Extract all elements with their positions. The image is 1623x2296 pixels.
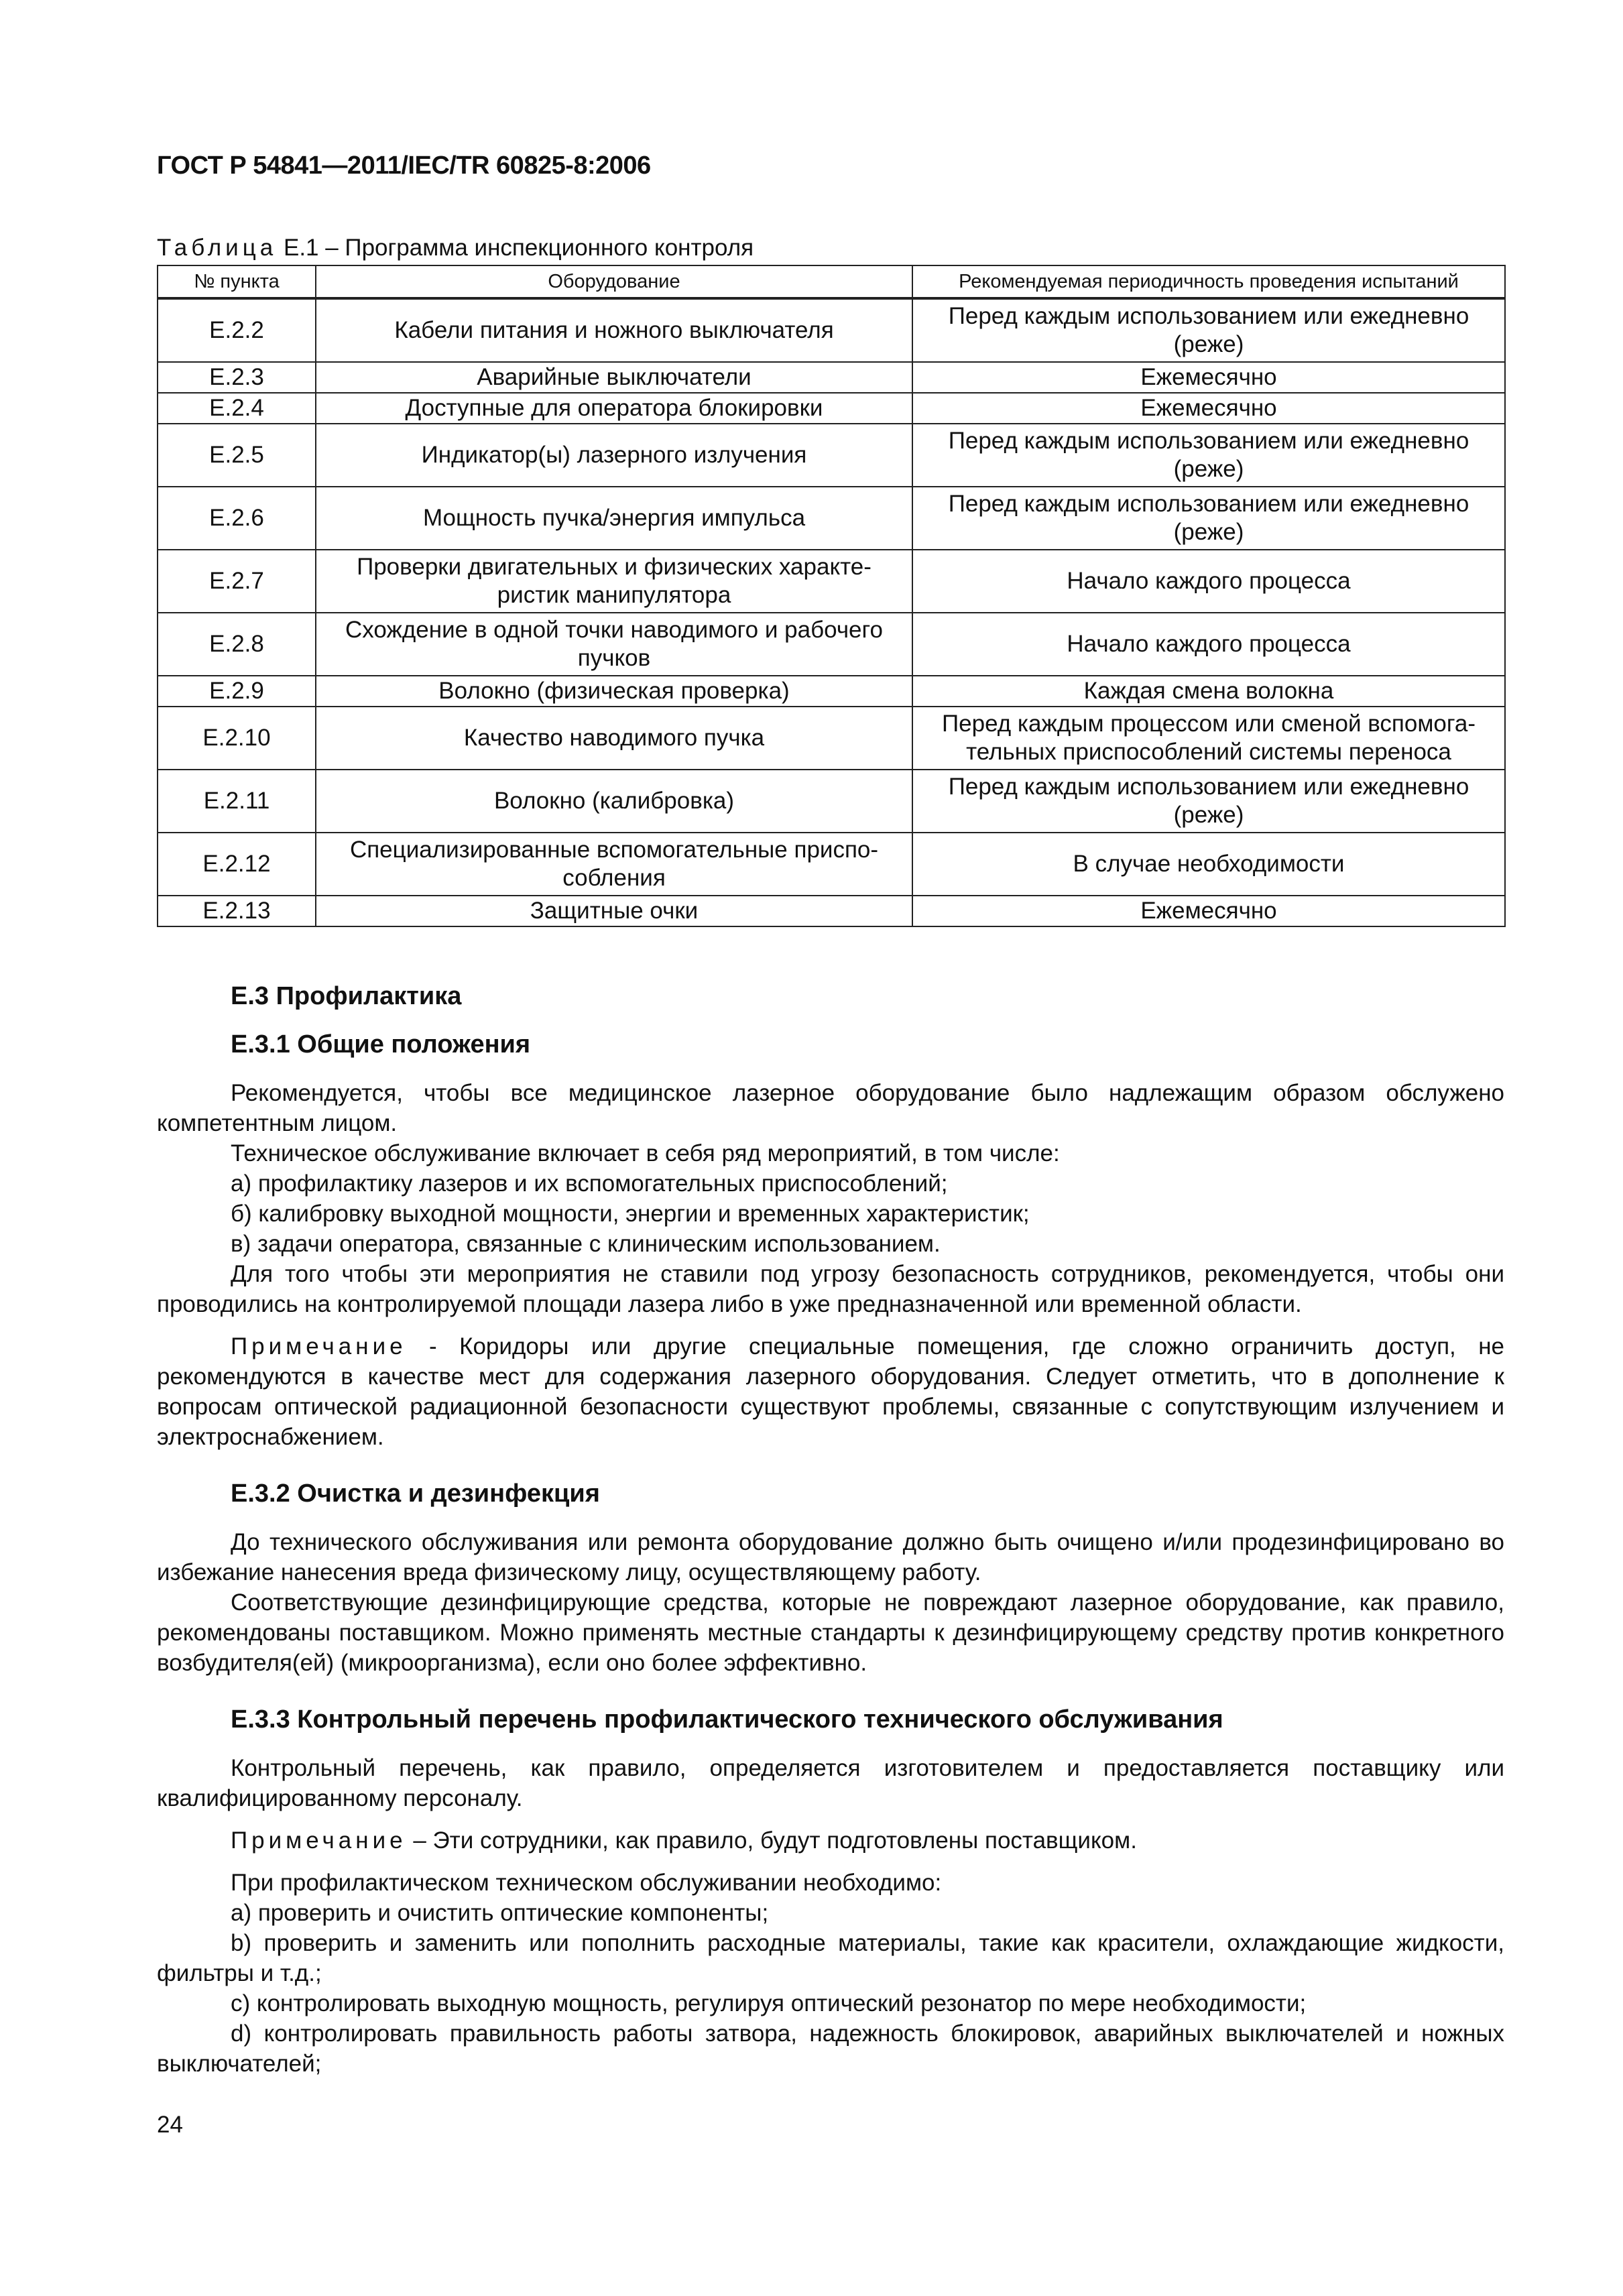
item-number-cell: Е.2.7 <box>158 550 316 613</box>
item-number-cell: Е.2.12 <box>158 833 316 896</box>
periodicity-cell: Перед каждым использованием или ежедневно (реже) <box>912 298 1505 362</box>
item-number-cell: Е.2.10 <box>158 707 316 770</box>
periodicity-cell: Перед каждым процессом или сменой вспомога-тельных приспособлений системы переноса <box>912 707 1505 770</box>
item-number-cell: Е.2.11 <box>158 770 316 833</box>
table-row <box>158 676 1505 707</box>
paragraph: Для того чтобы эти мероприятия не ставили под угрозу безопасность сотрудников, рекомендуется, чтобы они проводились на контролируемой площади лазера либо в уже предназначенной или временной области. <box>157 1261 1504 1317</box>
table-row <box>158 487 1505 550</box>
periodicity-cell: Ежемесячно <box>912 362 1505 393</box>
periodicity-cell: Ежемесячно <box>912 393 1505 424</box>
table-row <box>158 833 1505 896</box>
table-caption <box>157 235 754 261</box>
section-e3 <box>157 979 1504 2079</box>
equipment-cell: Индикатор(ы) лазерного излучения <box>316 424 912 487</box>
table-row <box>158 362 1505 393</box>
note <box>157 1825 1504 1856</box>
table-row <box>158 770 1505 833</box>
paragraph: Контрольный перечень, как правило, определяется изготовителем и предоставляется поставщику или квалифицированному персоналу. <box>157 1755 1504 1811</box>
table-row <box>158 393 1505 424</box>
list-item: в) задачи оператора, связанные с клиническим использованием. <box>231 1231 941 1257</box>
table-header-row <box>158 265 1505 298</box>
equipment-cell: Проверки двигательных и физических характе-ристик манипулятора <box>316 550 912 613</box>
subsection-title-general: Е.3.1 Общие положения <box>231 1030 531 1059</box>
list-item: c) контролировать выходную мощность, регулируя оптический резонатор по мере необходимости; <box>231 1990 1307 2016</box>
equipment-cell: Защитные очки <box>316 896 912 926</box>
periodicity-cell: Начало каждого процесса <box>912 550 1505 613</box>
note-label: Примечание <box>231 1827 407 1854</box>
periodicity-cell: Перед каждым использованием или ежедневно (реже) <box>912 424 1505 487</box>
column-header-periodicity: Рекомендуемая периодичность проведения испытаний <box>912 265 1505 298</box>
list-item: b) проверить и заменить или пополнить расходные материалы, такие как красители, охлаждающие жидкости, фильтры и т.д.; <box>157 1930 1504 1986</box>
item-number-cell: Е.2.6 <box>158 487 316 550</box>
column-header-item-number: № пункта <box>158 265 316 298</box>
paragraph: Техническое обслуживание включает в себя ряд мероприятий, в том числе: <box>231 1140 1060 1166</box>
list-item: б) калибровку выходной мощности, энергии и временных характеристик; <box>231 1201 1030 1227</box>
equipment-cell: Кабели питания и ножного выключателя <box>316 298 912 362</box>
item-number-cell: Е.2.13 <box>158 896 316 926</box>
document-header: ГОСТ Р 54841—2011/IEC/TR 60825-8:2006 <box>157 152 651 180</box>
item-number-cell: Е.2.8 <box>158 613 316 676</box>
subsection-title-checklist: Е.3.3 Контрольный перечень профилактического технического обслуживания <box>231 1705 1223 1734</box>
periodicity-cell: Начало каждого процесса <box>912 613 1505 676</box>
note-text: – Эти сотрудники, как правило, будут подготовлены поставщиком. <box>413 1827 1137 1854</box>
equipment-cell: Специализированные вспомогательные приспо-собления <box>316 833 912 896</box>
equipment-cell: Схождение в одной точки наводимого и рабочего пучков <box>316 613 912 676</box>
inspection-table <box>157 265 1506 927</box>
section-title: Е.3 Профилактика <box>231 982 462 1010</box>
subsection-title-cleaning: Е.3.2 Очистка и дезинфекция <box>231 1479 600 1508</box>
list-item: а) проверить и очистить оптические компоненты; <box>231 1900 769 1926</box>
list-item: d) контролировать правильность работы затвора, надежность блокировок, аварийных выключателей и ножных выключателей; <box>157 2020 1504 2077</box>
equipment-cell: Качество наводимого пучка <box>316 707 912 770</box>
table-row <box>158 896 1505 926</box>
periodicity-cell: В случае необходимости <box>912 833 1505 896</box>
equipment-cell: Доступные для оператора блокировки <box>316 393 912 424</box>
list-item: а) профилактику лазеров и их вспомогательных приспособлений; <box>231 1170 948 1197</box>
periodicity-cell: Перед каждым использованием или ежедневно (реже) <box>912 487 1505 550</box>
item-number-cell: Е.2.2 <box>158 298 316 362</box>
table-row <box>158 550 1505 613</box>
table-caption-label: Таблица <box>157 235 278 261</box>
paragraph: Соответствующие дезинфицирующие средства, которые не повреждают лазерное оборудование, как правило, рекомендованы поставщиком. Можно применять местные стандарты к дезинфицирующему средству против конкретного возбудителя(ей) (микроорганизма), если оно более эффективно. <box>157 1589 1504 1676</box>
table-row <box>158 424 1505 487</box>
item-number-cell: Е.2.4 <box>158 393 316 424</box>
table-row <box>158 707 1505 770</box>
equipment-cell: Аварийные выключатели <box>316 362 912 393</box>
table-row <box>158 298 1505 362</box>
equipment-cell: Мощность пучка/энергия импульса <box>316 487 912 550</box>
item-number-cell: Е.2.3 <box>158 362 316 393</box>
note <box>157 1331 1504 1452</box>
note-label: Примечание <box>231 1333 407 1360</box>
equipment-cell: Волокно (калибровка) <box>316 770 912 833</box>
note-text: - Коридоры или другие специальные помещения, где сложно ограничить доступ, не рекомендуются в качестве мест для содержания лазерного оборудования. Следует отметить, что в дополнение к вопросам оптической радиационной безопасности существуют проблемы, связанные с сопутствующим излучением и электроснабжением. <box>157 1333 1504 1450</box>
paragraph: Рекомендуется, чтобы все медицинское лазерное оборудование было надлежащим образом обслужено компетентным лицом. <box>157 1080 1504 1136</box>
periodicity-cell: Каждая смена волокна <box>912 676 1505 707</box>
periodicity-cell: Перед каждым использованием или ежедневно (реже) <box>912 770 1505 833</box>
page-number: 24 <box>157 2112 183 2138</box>
table-caption-text: Е.1 – Программа инспекционного контроля <box>283 235 754 261</box>
periodicity-cell: Ежемесячно <box>912 896 1505 926</box>
equipment-cell: Волокно (физическая проверка) <box>316 676 912 707</box>
item-number-cell: Е.2.9 <box>158 676 316 707</box>
table-row <box>158 613 1505 676</box>
paragraph: При профилактическом техническом обслуживании необходимо: <box>231 1870 942 1896</box>
column-header-equipment: Оборудование <box>316 265 912 298</box>
paragraph: До технического обслуживания или ремонта оборудование должно быть очищено и/или продезинфицировано во избежание нанесения вреда физическому лицу, осуществляющему работу. <box>157 1529 1504 1585</box>
item-number-cell: Е.2.5 <box>158 424 316 487</box>
